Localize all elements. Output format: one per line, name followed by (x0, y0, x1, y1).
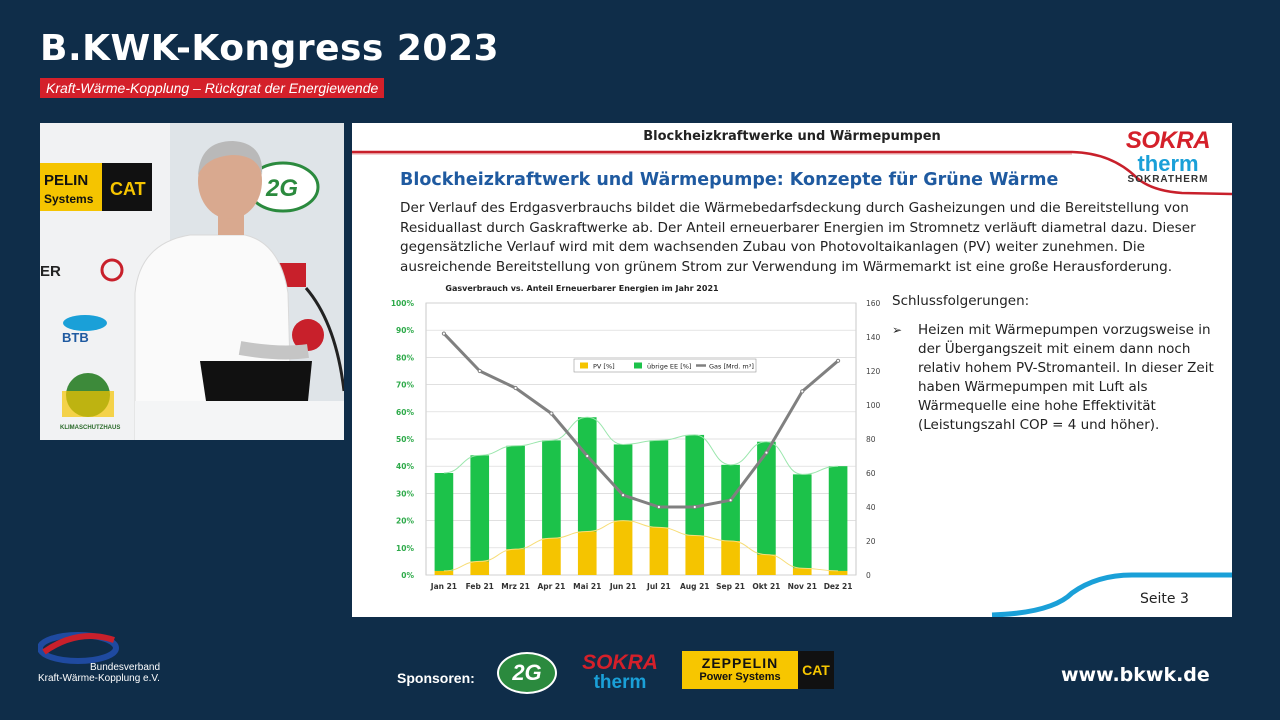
backdrop-text-systems: Systems (44, 192, 94, 206)
bar-other-ee (506, 446, 525, 549)
logo-line-3: SOKRATHERM (1127, 174, 1209, 185)
bar-pv (721, 541, 740, 575)
left-tick-label: 40% (396, 462, 414, 472)
bar-pv (793, 568, 812, 575)
chart-bars (435, 417, 848, 575)
bkwk-organizer-logo (38, 630, 178, 684)
left-tick-label: 60% (396, 407, 414, 417)
bar-other-ee (542, 440, 561, 538)
laptop (200, 361, 312, 401)
right-tick-label: 160 (866, 299, 881, 308)
bar-pv (650, 527, 669, 575)
gas-line (442, 332, 839, 509)
pv-trend-curve (444, 521, 838, 571)
x-tick-label: Nov 21 (787, 582, 817, 591)
bar-pv (506, 549, 525, 575)
x-tick-label: Sep 21 (716, 582, 746, 591)
right-tick-label: 120 (866, 367, 881, 376)
right-tick-label: 80 (866, 435, 876, 444)
bar-other-ee (614, 444, 633, 520)
right-tick-label: 100 (866, 401, 881, 410)
bar-other-ee (757, 442, 776, 555)
sponsor-zeppelin-logo (682, 651, 834, 689)
x-tick-label: Dez 21 (823, 582, 853, 591)
x-tick-label: Apr 21 (537, 582, 566, 591)
bar-pv (435, 571, 454, 575)
sponsor-therm-text: therm (593, 672, 647, 693)
conclusions (892, 293, 1222, 435)
left-axis-ticks (391, 299, 415, 580)
right-axis-ticks (866, 299, 881, 580)
left-tick-label: 30% (396, 489, 414, 499)
chart-gridlines (426, 303, 856, 575)
gas-point (621, 494, 624, 497)
gas-point (442, 332, 445, 335)
x-tick-label: Jun 21 (609, 582, 637, 591)
gas-point (550, 412, 553, 415)
right-tick-label: 20 (866, 537, 876, 546)
left-tick-label: 10% (396, 543, 414, 553)
gas-point (729, 499, 732, 502)
x-tick-label: Jul 21 (647, 582, 671, 591)
chart-title: Gasverbrauch vs. Anteil Erneuerbarer Energien im Jahr 2021 (445, 284, 719, 293)
slide-header: Blockheizkraftwerke und Wärmepumpen (643, 129, 941, 144)
organizer-line-2: Kraft-Wärme-Kopplung e.V. (38, 673, 160, 684)
sponsor-2g-logo: 2G (497, 652, 557, 694)
slide-heading: Blockheizkraftwerk und Wärmepumpe: Konzepte für Grüne Wärme (400, 170, 1059, 190)
bar-other-ee (650, 440, 669, 527)
gas-point (765, 451, 768, 454)
legend-label: Gas [Mrd. m³] (709, 362, 754, 371)
gas-point (693, 505, 696, 508)
bar-pv (757, 555, 776, 575)
event-title: B.KWK-Kongress 2023 (40, 28, 500, 69)
sponsor-sokratherm-logo (580, 652, 660, 692)
gas-point (657, 505, 660, 508)
bar-pv (829, 571, 848, 575)
right-tick-label: 0 (866, 571, 871, 580)
gas-point (801, 390, 804, 393)
right-tick-label: 60 (866, 469, 876, 478)
conclusions-title: Schlussfolgerungen: (892, 293, 1030, 309)
conclusions-bullet (892, 321, 1222, 435)
x-tick-label: Jan 21 (430, 582, 458, 591)
left-tick-label: 20% (396, 516, 414, 526)
legend-swatch (580, 363, 588, 369)
bkwk-swoosh-icon (38, 630, 120, 664)
bar-pv (470, 561, 489, 575)
x-tick-label: Okt 21 (752, 582, 781, 591)
backdrop-text-pelin: PELIN (44, 172, 89, 189)
sponsor-zeppelin-text: ZEPPELIN (701, 655, 779, 671)
organizer-line-1: Bundesverband (90, 662, 161, 673)
total-trend-curve (444, 417, 838, 474)
backdrop-text-klimaschutzhaus: KLIMASCHUTZHAUS (60, 425, 121, 431)
legend-label: PV [%] (593, 362, 615, 371)
sponsor-cat-text: CAT (798, 651, 834, 689)
sokratherm-logo (1122, 129, 1214, 185)
bar-pv (578, 531, 597, 575)
bar-other-ee (470, 455, 489, 561)
bar-pv (542, 538, 561, 575)
x-tick-label: Mai 21 (573, 582, 602, 591)
bar-pv (685, 536, 704, 575)
backdrop-text-cat: CAT (110, 179, 146, 199)
website-url: www.bkwk.de (1061, 664, 1210, 686)
page-number: Seite 3 (1140, 591, 1189, 607)
gas-vs-renewables-chart (382, 279, 902, 599)
backdrop-text-btb: BTB (62, 330, 89, 345)
lectern (135, 401, 344, 440)
logo-line-1: SOKRA (1125, 127, 1211, 154)
bar-pv (614, 521, 633, 575)
slide-paragraph: Der Verlauf des Erdgasverbrauchs bildet die Wärmebedarfsdeckung durch Gasheizungen und die Bereitstellung von Residuallast durch Gaskraftwerke ab. Der Anteil erneuerbarer Energien im Stromnetz verläuft diametral dazu. Dieser gegensätzliche Verlauf wird mit dem wachsenden Zubau von Photovoltaikanlagen (PV) weiter zunehmen. Die ausreichende Bereitstellung von grünem Strom zur Verwendung im Wärmemarkt ist eine große Herausforderung. (400, 200, 1196, 275)
left-tick-label: 50% (396, 435, 414, 444)
event-subtitle: Kraft-Wärme-Kopplung – Rückgrat der Energiewende (40, 78, 384, 98)
presentation-slide (352, 123, 1232, 617)
left-tick-label: 0% (401, 571, 414, 580)
speaker-video-scene (40, 123, 344, 440)
chart-legend (574, 359, 756, 372)
backdrop-text-er: ER (40, 263, 61, 280)
right-tick-label: 140 (866, 333, 881, 342)
sponsors-label: Sponsoren: (397, 670, 475, 686)
bar-other-ee (829, 466, 848, 571)
conclusions-bullet-text: Heizen mit Wärmepumpen vorzugsweise in der Übergangszeit mit einem dann noch relativ hohem PV-Stromanteil. In dieser Zeit haben Wärmepumpen mit Luft als Wärmequelle eine hohe Effektivität (Leistungszahl COP = 4 und höher). (918, 322, 1214, 433)
left-tick-label: 90% (396, 326, 414, 336)
bar-other-ee (685, 435, 704, 536)
legend-label: übrige EE [%] (647, 362, 692, 371)
left-tick-label: 100% (390, 299, 414, 308)
right-tick-label: 40 (866, 503, 876, 512)
left-tick-label: 70% (396, 380, 414, 390)
gas-point (478, 369, 481, 372)
speaker-video (40, 123, 344, 440)
gas-point (514, 386, 517, 389)
backdrop-text-2g: 2G (266, 175, 299, 202)
x-tick-label: Feb 21 (465, 582, 494, 591)
sponsor-power-systems-text: Power Systems (699, 671, 781, 683)
sponsor-sokra-text: SOKRA (582, 651, 658, 674)
gas-point (836, 359, 839, 362)
x-tick-label: Mrz 21 (501, 582, 530, 591)
bullet-arrow-icon: ➢ (892, 323, 903, 337)
logo-line-2: therm (1137, 151, 1199, 176)
gas-point (586, 454, 589, 457)
x-axis-labels (430, 582, 853, 591)
bar-other-ee (578, 417, 597, 531)
legend-swatch (634, 363, 642, 369)
x-tick-label: Aug 21 (679, 582, 710, 591)
bar-other-ee (435, 473, 454, 571)
left-tick-label: 80% (396, 353, 414, 363)
bar-other-ee (793, 474, 812, 568)
